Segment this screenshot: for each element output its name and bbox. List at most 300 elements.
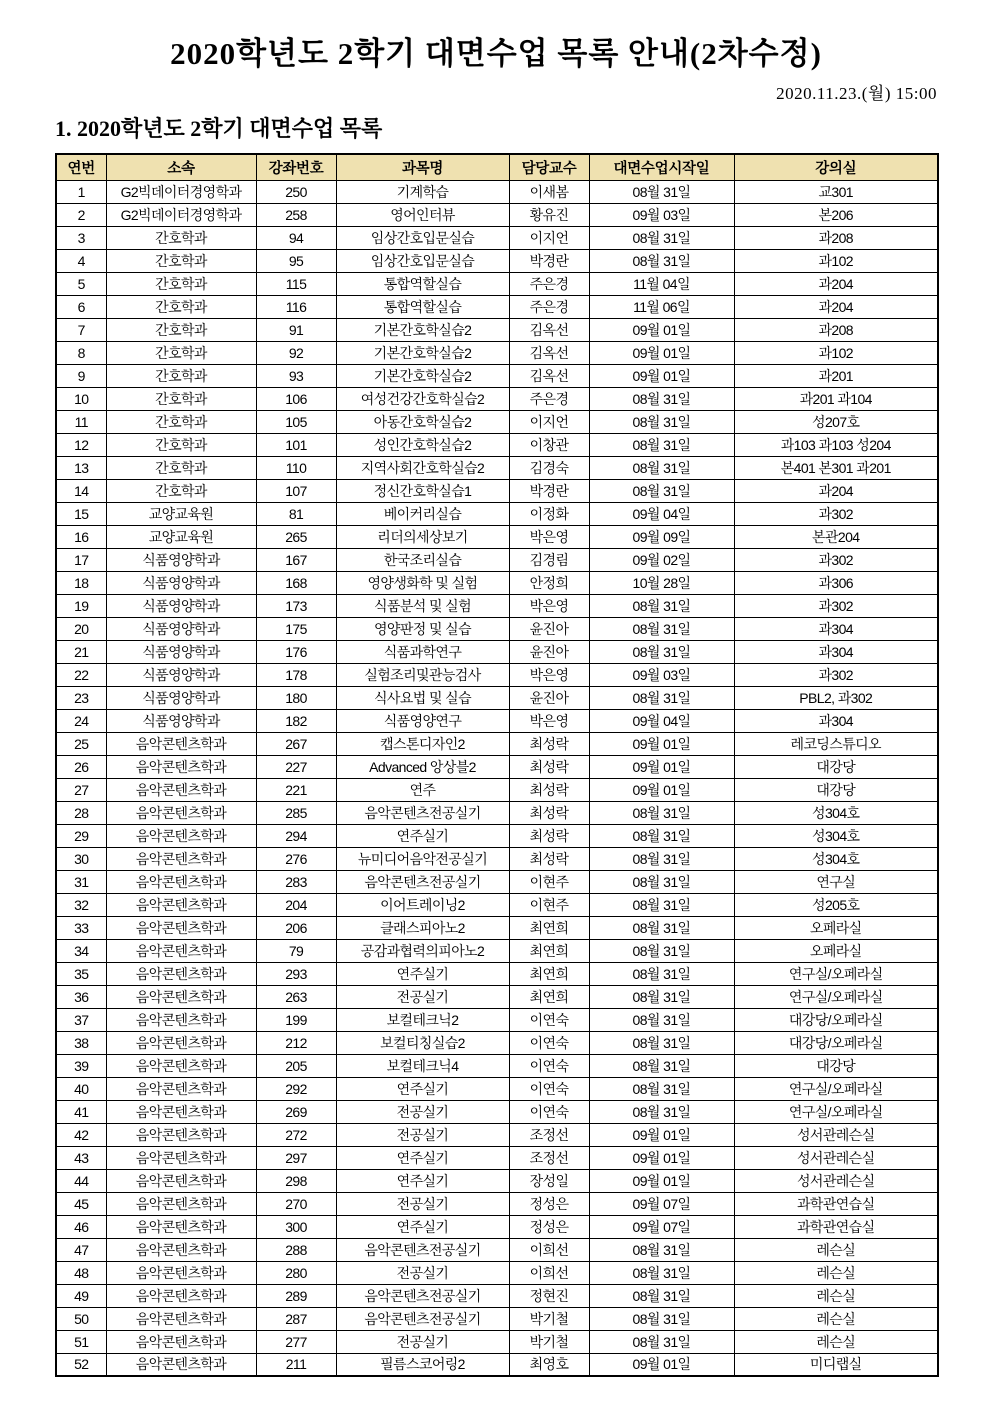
table-cell: 음악콘텐츠학과: [106, 1215, 256, 1238]
table-row: [56, 1031, 938, 1054]
table-row: [56, 1169, 938, 1192]
table-cell: 음악콘텐츠학과: [106, 778, 256, 801]
table-cell: 공감과협력의피아노2: [336, 939, 509, 962]
table-cell: 주은경: [509, 387, 589, 410]
table-row: [56, 778, 938, 801]
table-cell: 성서관레슨실: [734, 1169, 938, 1192]
table-cell: 09월 03일: [589, 203, 734, 226]
table-cell: 292: [256, 1077, 336, 1100]
table-cell: 09월 01일: [589, 732, 734, 755]
table-row: [56, 1123, 938, 1146]
table-cell: 09월 02일: [589, 548, 734, 571]
table-cell: 음악콘텐츠학과: [106, 1330, 256, 1353]
table-cell: 조정선: [509, 1146, 589, 1169]
table-cell: 레코딩스튜디오: [734, 732, 938, 755]
table-cell: 음악콘텐츠학과: [106, 732, 256, 755]
table-cell: 간호학과: [106, 479, 256, 502]
table-cell: 79: [256, 939, 336, 962]
table-cell: 33: [56, 916, 106, 939]
table-cell: 대강당/오페라실: [734, 1031, 938, 1054]
table-cell: 아동간호학실습2: [336, 410, 509, 433]
table-cell: 24: [56, 709, 106, 732]
table-cell: 조정선: [509, 1123, 589, 1146]
table-cell: 29: [56, 824, 106, 847]
table-row: [56, 847, 938, 870]
table-cell: 297: [256, 1146, 336, 1169]
table-cell: 09월 01일: [589, 1146, 734, 1169]
table-cell: 식품영양학과: [106, 617, 256, 640]
column-header: 과목명: [336, 154, 509, 180]
table-cell: 08월 31일: [589, 1238, 734, 1261]
table-cell: 박은영: [509, 709, 589, 732]
table-cell: Advanced 앙상블2: [336, 755, 509, 778]
table-cell: 음악콘텐츠학과: [106, 1146, 256, 1169]
table-cell: 45: [56, 1192, 106, 1215]
table-cell: 08월 31일: [589, 1077, 734, 1100]
table-cell: 영양생화학 및 실험: [336, 571, 509, 594]
table-cell: 김옥선: [509, 341, 589, 364]
table-cell: 박은영: [509, 663, 589, 686]
table-cell: 최연희: [509, 939, 589, 962]
table-cell: 08월 31일: [589, 1284, 734, 1307]
table-cell: 최성락: [509, 778, 589, 801]
table-row: [56, 870, 938, 893]
table-cell: 연주실기: [336, 1146, 509, 1169]
table-cell: 최영호: [509, 1353, 589, 1376]
table-cell: 08월 31일: [589, 1330, 734, 1353]
table-cell: 여성건강간호학실습2: [336, 387, 509, 410]
table-row: [56, 1008, 938, 1031]
table-row: [56, 1054, 938, 1077]
table-cell: 16: [56, 525, 106, 548]
table-cell: 식품분석 및 실험: [336, 594, 509, 617]
table-row: [56, 548, 938, 571]
table-cell: 95: [256, 249, 336, 272]
table-cell: 최성락: [509, 801, 589, 824]
table-cell: 283: [256, 870, 336, 893]
table-cell: 뉴미디어음악전공실기: [336, 847, 509, 870]
table-cell: 박은영: [509, 525, 589, 548]
table-cell: 288: [256, 1238, 336, 1261]
table-cell: 과208: [734, 226, 938, 249]
table-cell: 연주실기: [336, 1169, 509, 1192]
table-cell: 음악콘텐츠학과: [106, 893, 256, 916]
table-cell: 과102: [734, 341, 938, 364]
column-header: 연번: [56, 154, 106, 180]
table-cell: 음악콘텐츠학과: [106, 1008, 256, 1031]
table-cell: 캡스톤디자인2: [336, 732, 509, 755]
table-row: [56, 249, 938, 272]
table-cell: 과304: [734, 617, 938, 640]
table-cell: 08월 31일: [589, 1054, 734, 1077]
table-row: [56, 456, 938, 479]
table-cell: 50: [56, 1307, 106, 1330]
table-row: [56, 709, 938, 732]
table-cell: 클래스피아노2: [336, 916, 509, 939]
table-cell: 음악콘텐츠학과: [106, 1353, 256, 1376]
table-cell: 음악콘텐츠학과: [106, 1077, 256, 1100]
table-cell: 베이커리실습: [336, 502, 509, 525]
table-cell: 전공실기: [336, 1123, 509, 1146]
table-cell: 09월 01일: [589, 1353, 734, 1376]
table-cell: 이창관: [509, 433, 589, 456]
table-row: [56, 1192, 938, 1215]
table-cell: 간호학과: [106, 410, 256, 433]
table-row: [56, 479, 938, 502]
table-cell: 11: [56, 410, 106, 433]
table-cell: 한국조리실습: [336, 548, 509, 571]
table-cell: 267: [256, 732, 336, 755]
table-cell: 08월 31일: [589, 1100, 734, 1123]
table-row: [56, 433, 938, 456]
table-cell: 이현주: [509, 893, 589, 916]
table-cell: 식품영양학과: [106, 686, 256, 709]
table-cell: 식품과학연구: [336, 640, 509, 663]
table-cell: 리더의세상보기: [336, 525, 509, 548]
column-header: 강좌번호: [256, 154, 336, 180]
table-cell: 음악콘텐츠학과: [106, 1284, 256, 1307]
table-cell: 전공실기: [336, 1100, 509, 1123]
table-cell: 김옥선: [509, 318, 589, 341]
table-cell: 오페라실: [734, 916, 938, 939]
table-cell: 음악콘텐츠전공실기: [336, 1284, 509, 1307]
table-cell: 대강당: [734, 1054, 938, 1077]
table-row: [56, 410, 938, 433]
table-cell: 식품영양학과: [106, 594, 256, 617]
table-cell: 정성은: [509, 1215, 589, 1238]
table-cell: 40: [56, 1077, 106, 1100]
table-cell: 음악콘텐츠전공실기: [336, 1307, 509, 1330]
table-cell: 298: [256, 1169, 336, 1192]
table-cell: 과302: [734, 594, 938, 617]
table-row: [56, 1330, 938, 1353]
table-cell: 6: [56, 295, 106, 318]
table-row: [56, 502, 938, 525]
table-cell: 7: [56, 318, 106, 341]
table-cell: 본206: [734, 203, 938, 226]
table-cell: 30: [56, 847, 106, 870]
table-cell: 영어인터뷰: [336, 203, 509, 226]
table-cell: 음악콘텐츠학과: [106, 916, 256, 939]
table-cell: 음악콘텐츠학과: [106, 1054, 256, 1077]
table-cell: 19: [56, 594, 106, 617]
table-cell: 93: [256, 364, 336, 387]
table-cell: 이희선: [509, 1238, 589, 1261]
table-cell: 32: [56, 893, 106, 916]
course-table: [55, 153, 939, 1377]
table-cell: G2빅데이터경영학과: [106, 203, 256, 226]
table-cell: 레슨실: [734, 1261, 938, 1284]
table-cell: 주은경: [509, 272, 589, 295]
table-cell: 최연희: [509, 985, 589, 1008]
table-cell: 08월 31일: [589, 226, 734, 249]
table-cell: 101: [256, 433, 336, 456]
table-cell: 연구실/오페라실: [734, 985, 938, 1008]
table-cell: 윤진아: [509, 617, 589, 640]
table-row: [56, 364, 938, 387]
table-cell: 보컬테크닉4: [336, 1054, 509, 1077]
table-cell: 전공실기: [336, 1192, 509, 1215]
table-cell: 08월 31일: [589, 1031, 734, 1054]
table-row: [56, 686, 938, 709]
table-cell: 20: [56, 617, 106, 640]
table-cell: 과102: [734, 249, 938, 272]
table-cell: 간호학과: [106, 249, 256, 272]
table-cell: 과201: [734, 364, 938, 387]
table-cell: 34: [56, 939, 106, 962]
table-cell: 205: [256, 1054, 336, 1077]
table-cell: 08월 31일: [589, 985, 734, 1008]
table-row: [56, 594, 938, 617]
table-cell: 황유진: [509, 203, 589, 226]
table-cell: 11월 06일: [589, 295, 734, 318]
table-cell: 필름스코어링2: [336, 1353, 509, 1376]
table-row: [56, 571, 938, 594]
table-cell: 08월 31일: [589, 640, 734, 663]
table-cell: 음악콘텐츠전공실기: [336, 1238, 509, 1261]
table-cell: 정성은: [509, 1192, 589, 1215]
table-cell: 08월 31일: [589, 1307, 734, 1330]
table-cell: 교301: [734, 180, 938, 203]
table-cell: 성304호: [734, 801, 938, 824]
table-cell: 과학관연습실: [734, 1192, 938, 1215]
table-cell: 27: [56, 778, 106, 801]
table-cell: 08월 31일: [589, 801, 734, 824]
table-row: [56, 1077, 938, 1100]
table-row: [56, 640, 938, 663]
table-cell: 227: [256, 755, 336, 778]
table-cell: 음악콘텐츠학과: [106, 1123, 256, 1146]
table-cell: 보컬티칭실습2: [336, 1031, 509, 1054]
table-row: [56, 387, 938, 410]
table-cell: 윤진아: [509, 640, 589, 663]
table-cell: 2: [56, 203, 106, 226]
table-cell: 음악콘텐츠학과: [106, 801, 256, 824]
table-cell: 265: [256, 525, 336, 548]
table-row: [56, 341, 938, 364]
table-cell: 08월 31일: [589, 249, 734, 272]
table-row: [56, 755, 938, 778]
table-cell: 13: [56, 456, 106, 479]
table-cell: 28: [56, 801, 106, 824]
table-cell: 36: [56, 985, 106, 1008]
table-cell: 정신간호학실습1: [336, 479, 509, 502]
table-cell: 39: [56, 1054, 106, 1077]
table-cell: 1: [56, 180, 106, 203]
table-cell: 이정화: [509, 502, 589, 525]
table-cell: 음악콘텐츠학과: [106, 1238, 256, 1261]
table-cell: 연주: [336, 778, 509, 801]
table-cell: 대강당/오페라실: [734, 1008, 938, 1031]
table-cell: 294: [256, 824, 336, 847]
table-cell: 주은경: [509, 295, 589, 318]
table-cell: 17: [56, 548, 106, 571]
table-cell: 107: [256, 479, 336, 502]
table-cell: 교양교육원: [106, 525, 256, 548]
table-cell: 박경란: [509, 249, 589, 272]
table-cell: 08월 31일: [589, 433, 734, 456]
document-content: [55, 79, 937, 1377]
table-cell: 연주실기: [336, 1215, 509, 1238]
table-row: [56, 617, 938, 640]
table-cell: 280: [256, 1261, 336, 1284]
table-cell: 49: [56, 1284, 106, 1307]
table-cell: 289: [256, 1284, 336, 1307]
table-cell: 전공실기: [336, 985, 509, 1008]
table-cell: 연구실/오페라실: [734, 1100, 938, 1123]
table-cell: 간호학과: [106, 226, 256, 249]
table-cell: 교양교육원: [106, 502, 256, 525]
table-cell: 음악콘텐츠전공실기: [336, 870, 509, 893]
table-cell: 08월 31일: [589, 847, 734, 870]
table-cell: 지역사회간호학실습2: [336, 456, 509, 479]
table-cell: 박경란: [509, 479, 589, 502]
table-cell: 52: [56, 1353, 106, 1376]
table-cell: 기계학습: [336, 180, 509, 203]
table-cell: 이연숙: [509, 1054, 589, 1077]
table-cell: 김경림: [509, 548, 589, 571]
table-cell: 173: [256, 594, 336, 617]
table-cell: 통합역할실습: [336, 295, 509, 318]
table-cell: 기본간호학실습2: [336, 341, 509, 364]
table-cell: 연구실: [734, 870, 938, 893]
table-row: [56, 801, 938, 824]
table-cell: 음악콘텐츠학과: [106, 1100, 256, 1123]
table-cell: 277: [256, 1330, 336, 1353]
table-cell: 박기철: [509, 1330, 589, 1353]
table-cell: 51: [56, 1330, 106, 1353]
table-cell: 08월 31일: [589, 1008, 734, 1031]
table-cell: 성304호: [734, 824, 938, 847]
table-cell: 성207호: [734, 410, 938, 433]
table-row: [56, 663, 938, 686]
table-cell: 기본간호학실습2: [336, 364, 509, 387]
table-cell: 12: [56, 433, 106, 456]
table-cell: 211: [256, 1353, 336, 1376]
table-cell: 이지언: [509, 226, 589, 249]
table-cell: 37: [56, 1008, 106, 1031]
table-cell: 08월 31일: [589, 479, 734, 502]
table-row: [56, 1238, 938, 1261]
table-row: [56, 525, 938, 548]
table-cell: 연구실/오페라실: [734, 1077, 938, 1100]
table-cell: 204: [256, 893, 336, 916]
table-cell: 안정희: [509, 571, 589, 594]
table-cell: 이연숙: [509, 1008, 589, 1031]
table-row: [56, 295, 938, 318]
table-cell: 음악콘텐츠학과: [106, 847, 256, 870]
table-cell: 31: [56, 870, 106, 893]
table-row: [56, 732, 938, 755]
table-cell: 08월 31일: [589, 893, 734, 916]
table-cell: 이연숙: [509, 1031, 589, 1054]
table-cell: 09월 04일: [589, 502, 734, 525]
table-cell: 300: [256, 1215, 336, 1238]
table-cell: 음악콘텐츠학과: [106, 870, 256, 893]
table-row: [56, 226, 938, 249]
table-cell: 106: [256, 387, 336, 410]
table-cell: 박기철: [509, 1307, 589, 1330]
table-cell: 175: [256, 617, 336, 640]
table-row: [56, 893, 938, 916]
table-cell: 간호학과: [106, 295, 256, 318]
table-row: [56, 1307, 938, 1330]
table-row: [56, 824, 938, 847]
table-cell: 음악콘텐츠학과: [106, 939, 256, 962]
table-cell: 식품영양학과: [106, 709, 256, 732]
column-header: 강의실: [734, 154, 938, 180]
document-title: 2020학년도 2학기 대면수업 목록 안내(2차수정): [170, 36, 822, 71]
table-cell: 116: [256, 295, 336, 318]
table-cell: 09월 03일: [589, 663, 734, 686]
table-cell: 47: [56, 1238, 106, 1261]
table-cell: 보컬테크닉2: [336, 1008, 509, 1031]
table-cell: 정현진: [509, 1284, 589, 1307]
column-header: 소속: [106, 154, 256, 180]
table-cell: 09월 07일: [589, 1192, 734, 1215]
table-cell: 287: [256, 1307, 336, 1330]
table-cell: 38: [56, 1031, 106, 1054]
table-cell: 250: [256, 180, 336, 203]
table-cell: 식품영양학과: [106, 640, 256, 663]
table-cell: 08월 31일: [589, 410, 734, 433]
table-cell: 199: [256, 1008, 336, 1031]
table-cell: 이지언: [509, 410, 589, 433]
table-cell: 08월 31일: [589, 1261, 734, 1284]
table-cell: 09월 01일: [589, 1123, 734, 1146]
table-cell: 115: [256, 272, 336, 295]
table-cell: 기본간호학실습2: [336, 318, 509, 341]
table-cell: 통합역할실습: [336, 272, 509, 295]
table-cell: 180: [256, 686, 336, 709]
table-cell: 미디랩실: [734, 1353, 938, 1376]
table-cell: 음악콘텐츠학과: [106, 1192, 256, 1215]
table-cell: 레슨실: [734, 1307, 938, 1330]
table-cell: 81: [256, 502, 336, 525]
table-cell: 최성락: [509, 824, 589, 847]
table-cell: 25: [56, 732, 106, 755]
table-cell: 본관204: [734, 525, 938, 548]
table-cell: 41: [56, 1100, 106, 1123]
table-row: [56, 985, 938, 1008]
table-cell: 09월 01일: [589, 755, 734, 778]
table-cell: 263: [256, 985, 336, 1008]
table-cell: 43: [56, 1146, 106, 1169]
table-cell: 최성락: [509, 732, 589, 755]
table-cell: 음악콘텐츠학과: [106, 1169, 256, 1192]
table-cell: 4: [56, 249, 106, 272]
table-cell: 성서관레슨실: [734, 1146, 938, 1169]
table-cell: 08월 31일: [589, 916, 734, 939]
table-cell: 최연희: [509, 916, 589, 939]
table-cell: 음악콘텐츠전공실기: [336, 801, 509, 824]
table-cell: 08월 31일: [589, 617, 734, 640]
table-cell: 105: [256, 410, 336, 433]
table-cell: 206: [256, 916, 336, 939]
table-cell: 이희선: [509, 1261, 589, 1284]
section-heading: 1. 2020학년도 2학기 대면수업 목록: [55, 116, 383, 141]
table-cell: 258: [256, 203, 336, 226]
table-cell: 이현주: [509, 870, 589, 893]
table-cell: 간호학과: [106, 456, 256, 479]
table-cell: 음악콘텐츠학과: [106, 962, 256, 985]
table-cell: 과204: [734, 272, 938, 295]
table-cell: 과302: [734, 502, 938, 525]
table-row: [56, 1261, 938, 1284]
table-cell: 음악콘텐츠학과: [106, 824, 256, 847]
table-row: [56, 180, 938, 203]
table-cell: 레슨실: [734, 1284, 938, 1307]
